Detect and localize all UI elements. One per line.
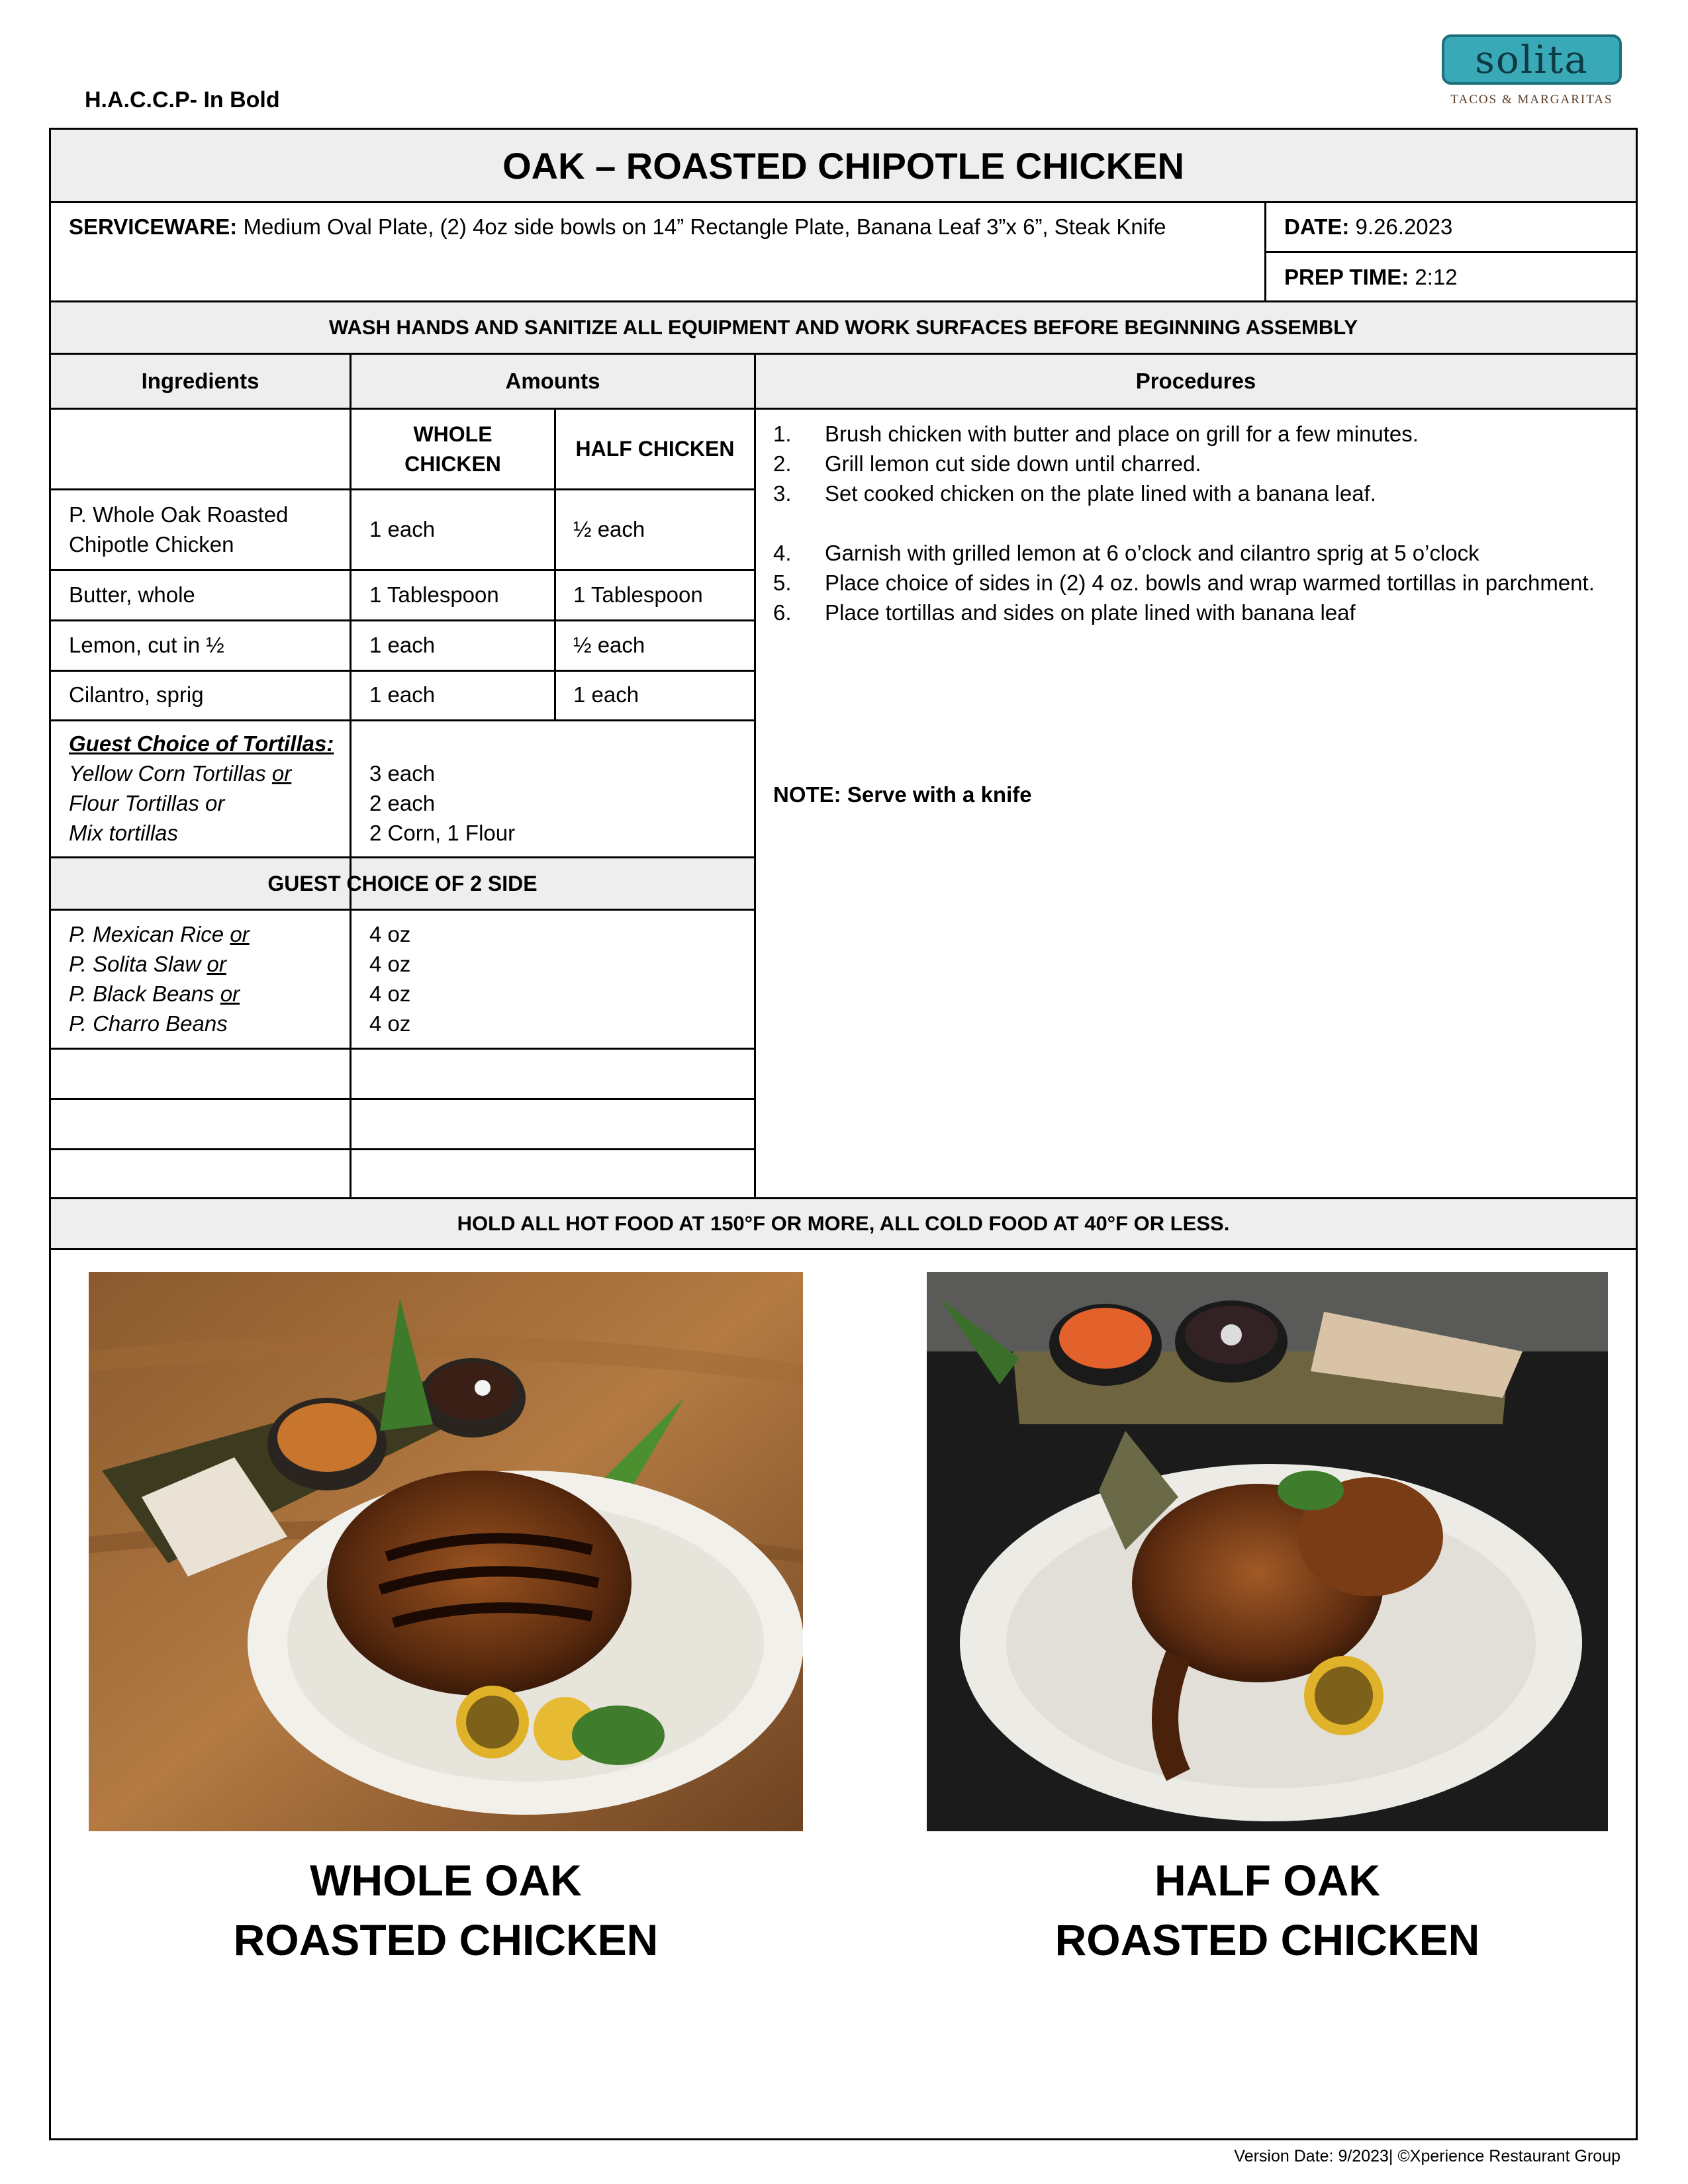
serviceware-value: Medium Oval Plate, (2) 4oz side bowls on 14” Rectangle Plate, Banana Leaf 3”x 6”, Steak Knife [237,214,1166,239]
rule-above-hold [49,1197,1638,1199]
recipe-title: OAK – ROASTED CHIPOTLE CHICKEN [502,144,1184,187]
rule-below-title [49,201,1638,203]
side-amount-3: 4 oz [369,981,411,1006]
rule-row-1 [49,488,756,490]
logo-badge [1442,34,1622,85]
whole-caption-line2: ROASTED CHICKEN [233,1915,659,1964]
half-amount-row-3: ½ each [573,633,645,657]
rule-row-2 [49,569,756,571]
half-amount-row-1: ½ each [573,517,645,541]
rule-row-7 [49,909,756,911]
subheader-half-chicken: HALF CHICKEN [575,437,735,461]
ingredient-name-line1: P. Whole Oak Roasted [69,502,289,527]
subheader-whole-line1: WHOLE [413,422,492,446]
sides-heading: GUEST CHOICE OF 2 SIDE [267,872,538,895]
rule-below-hold [49,1248,1638,1250]
header-procedures: Procedures [1135,369,1256,393]
date-label: DATE: [1284,214,1350,239]
ingredient-row-3: Lemon, cut in ½ [69,633,224,657]
subheader-whole-line2: CHICKEN [404,452,501,476]
half-chicken-caption [927,1850,1608,1970]
tortilla-heading: Guest Choice of Tortillas: [69,731,334,756]
half-amount-row-2: 1 Tablespoon [573,582,703,607]
tortilla-choices [69,729,347,848]
rule-date-divider [1264,201,1266,302]
side-amounts [369,919,568,1038]
rule-date-prep [1264,251,1638,253]
rule-col-amounts [754,353,756,1199]
date-value: 9.26.2023 [1349,214,1453,239]
prep-time-value: 2:12 [1409,265,1458,289]
procedure-step: 6. Place tortillas and sides on plate lined with banana leaf [773,600,1356,625]
subheader-whole-chicken [352,420,554,479]
side-amount-4: 4 oz [369,1011,411,1036]
whole-chicken-caption [89,1850,803,1970]
tortilla-option-3: Mix tortillas [69,821,179,845]
procedure-step: 2. Grill lemon cut side down until charred. [773,451,1201,476]
side-amount-1: 4 oz [369,922,411,946]
whole-amount-row-3: 1 each [369,633,436,657]
ingredient-row-2: Butter, whole [69,582,195,607]
whole-amount-row-2: 1 Tablespoon [369,582,499,607]
procedure-step: 4. Garnish with grilled lemon at 6 o’clock and cilantro sprig at 5 o’clock [773,541,1479,565]
prep-time-label: PREP TIME: [1284,265,1409,289]
solita-logo [1442,34,1622,114]
side-choices [69,919,347,1038]
rule-row-9 [49,1098,756,1100]
side-option-1: P. Mexican Rice or [69,922,250,946]
header-ingredients: Ingredients [141,369,259,393]
procedure-list [773,419,1607,627]
half-amount-row-4: 1 each [573,682,639,707]
side-option-4: P. Charro Beans [69,1011,228,1036]
rule-row-8 [49,1048,756,1050]
serviceware-line [69,212,1254,242]
whole-chicken-photo [89,1272,803,1831]
wash-notice: WASH HANDS AND SANITIZE ALL EQUIPMENT AND WORK SURFACES BEFORE BEGINNING ASSEMBLY [328,316,1358,339]
or-connector: or [271,761,292,786]
half-caption-line2: ROASTED CHICKEN [1055,1915,1480,1964]
whole-amount-row-1: 1 each [369,517,436,541]
rule-below-serviceware [49,300,1638,302]
whole-caption-line1: WHOLE OAK [310,1856,582,1905]
serving-note: NOTE: Serve with a knife [773,782,1032,807]
rule-row-6 [49,856,756,858]
tortilla-amount-2: 2 each [369,791,436,815]
haccp-note: H.A.C.C.P- In Bold [85,87,280,113]
rule-below-headers [49,408,1638,410]
tortilla-option-1: Yellow Corn Tortillas or [69,761,292,786]
procedure-step: 5. Place choice of sides in (2) 4 oz. bowls and wrap warmed tortillas in parchment. [773,570,1595,595]
ingredient-name-line2: Chipotle Chicken [69,532,234,557]
logo-tagline: TACOS & MARGARITAS [1450,93,1613,107]
serviceware-label: SERVICEWARE: [69,214,238,239]
tortilla-amounts [369,758,740,848]
prep-time-line [1284,262,1628,292]
date-line [1284,212,1628,242]
whole-amount-row-4: 1 each [369,682,436,707]
logo-wordmark: solita [1475,37,1589,82]
rule-tortilla-top [350,719,756,721]
side-option-2: P. Solita Slaw or [69,952,226,976]
procedure-step: 3. Set cooked chicken on the plate lined with a banana leaf. [773,481,1376,506]
rule-row-3 [49,619,756,621]
header-amounts: Amounts [505,369,600,393]
tortilla-amount-1: 3 each [369,761,436,786]
side-amount-2: 4 oz [369,952,411,976]
ingredient-row-1 [69,500,347,559]
half-caption-line1: HALF OAK [1154,1856,1380,1905]
half-chicken-photo [927,1272,1608,1831]
rule-below-wash [49,353,1638,355]
rule-row-4 [49,670,756,672]
procedure-step: 1. Brush chicken with butter and place on grill for a few minutes. [773,422,1419,446]
side-option-3: P. Black Beans or [69,981,240,1006]
tortilla-amount-3: 2 Corn, 1 Flour [369,821,516,845]
hold-notice: HOLD ALL HOT FOOD AT 150°F OR MORE, ALL COLD FOOD AT 40°F OR LESS. [457,1212,1230,1235]
rule-row-10 [49,1148,756,1150]
version-footer: Version Date: 9/2023| ©Xperience Restaurant Group [1234,2147,1620,2165]
tortilla-option-2: Flour Tortillas or [69,791,225,815]
ingredient-row-4: Cilantro, sprig [69,682,204,707]
